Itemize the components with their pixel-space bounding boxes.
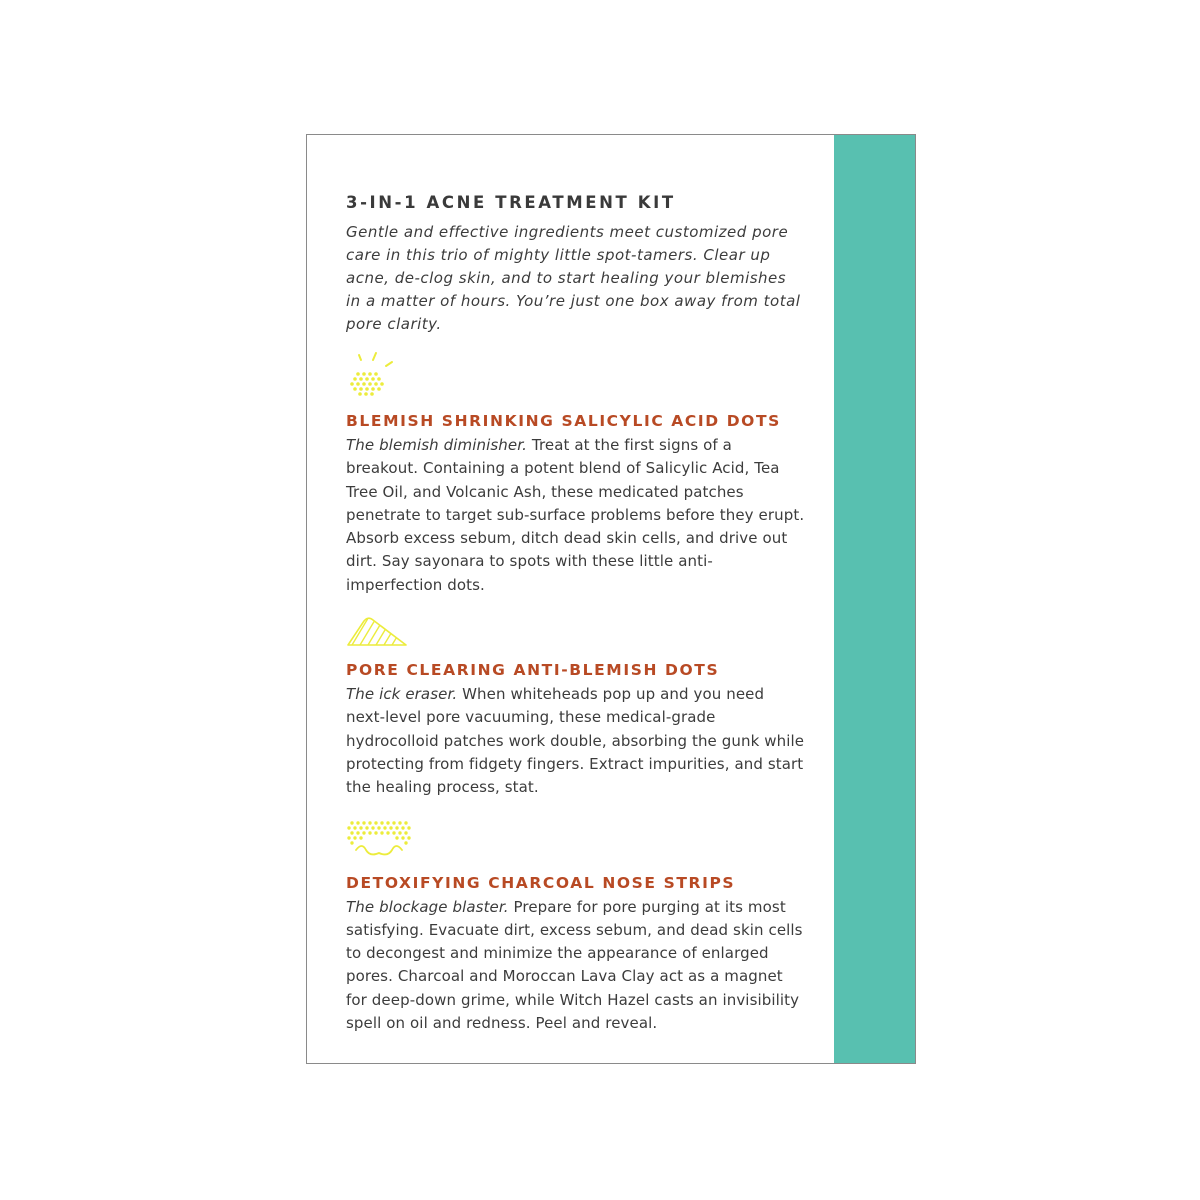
section-lead-pore-clearing: The ick eraser. [346, 685, 458, 704]
section-title-salicylic: BLEMISH SHRINKING SALICYLIC ACID DOTS [346, 412, 781, 430]
section-lead-charcoal: The blockage blaster. [346, 897, 509, 916]
section-body-pore-clearing [346, 683, 806, 799]
product-panel [306, 134, 916, 1064]
hatched-mound-icon [346, 615, 408, 647]
section-text-pore-clearing: When whiteheads pop up and you need next-level pore vacuuming, these medical-grade hydrocolloid patches work double, absorbing the gunk while protecting from fidgety fingers. Extract impurities, and start the healing process, stat. [346, 685, 805, 797]
section-body-charcoal [346, 896, 806, 1036]
section-title-charcoal: DETOXIFYING CHARCOAL NOSE STRIPS [346, 873, 736, 892]
section-text-salicylic: Treat at the first signs of a breakout. Containing a potent blend of Salicylic Acid, Tea Tree Oil, and Volcanic Ash, these medicated patches penetrate to target sub-surface problems before they erupt. Absorb excess sebum, ditch dead skin cells, and drive out dirt. Say sayonara to spots with these little anti-imperfection dots. [346, 436, 805, 594]
section-text-charcoal: Prepare for pore purging at its most satisfying. Evacuate dirt, excess sebum, and dead skin cells to decongest and minimize the appearance of enlarged pores. Charcoal and Moroccan Lava Clay act as a magnet for deep-down grime, while Witch Hazel casts an invisibility spell on oil and redness. Peel and reveal. [346, 897, 803, 1033]
panel-content [346, 191, 806, 1035]
section-body-salicylic [346, 434, 806, 597]
kit-intro: Gentle and effective ingredients meet customized pore care in this trio of mighty little spot-tamers. Clear up acne, de-clog skin, and to start healing your blemishes in a matter of hours. You’re just one box away from total pore clarity. [346, 223, 801, 333]
section-title-pore-clearing: PORE CLEARING ANTI-BLEMISH DOTS [346, 661, 720, 680]
section-lead-salicylic: The blemish diminisher. [346, 436, 528, 454]
nose-strip-icon [346, 820, 412, 860]
sun-dots-icon [346, 352, 406, 398]
kit-title: 3-IN-1 ACNE TREATMENT KIT [346, 193, 676, 212]
teal-side-stripe [834, 135, 915, 1063]
